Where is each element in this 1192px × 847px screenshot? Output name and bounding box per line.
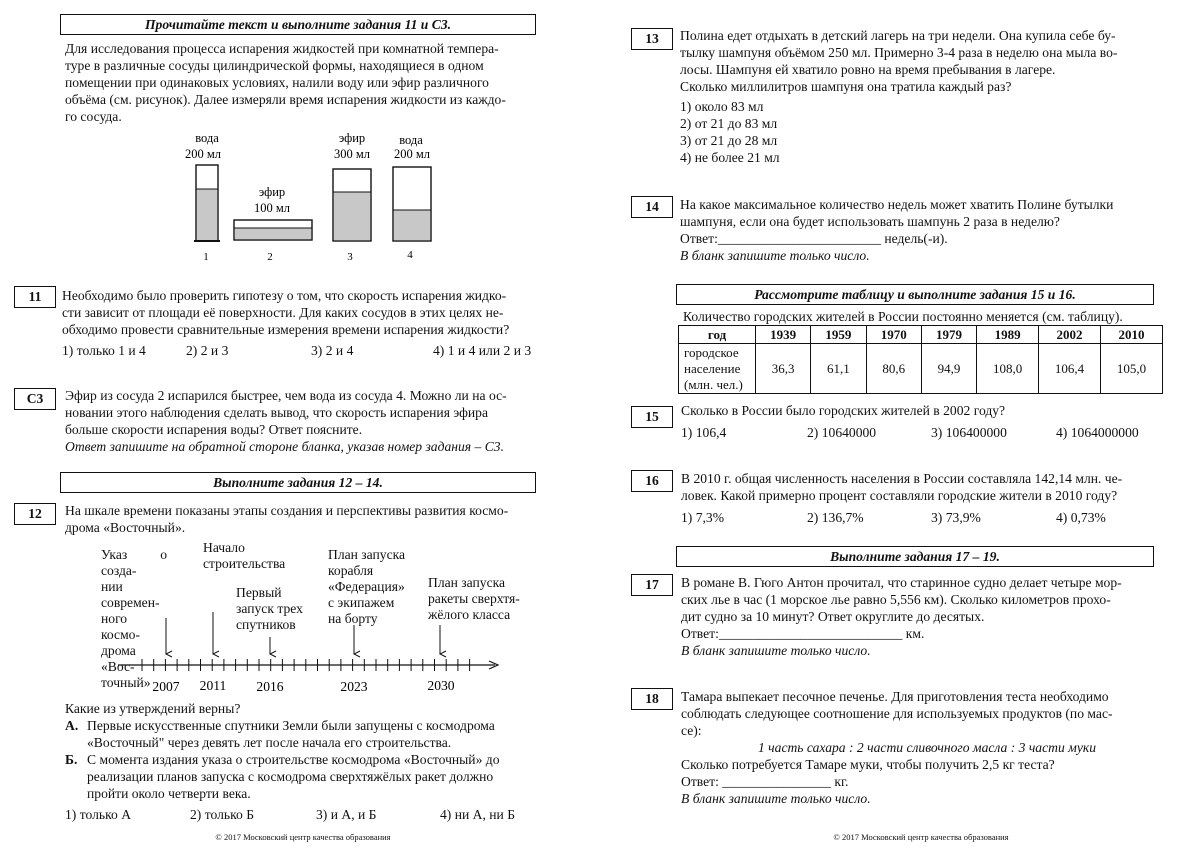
statement-a-text: Первые искусственные спутники Земли были запущены с космодрома «Восточный" через девять лет после начала его строительства. [87, 718, 495, 750]
task-number-18: 18 [631, 688, 673, 710]
timeline-year-2023: 2023 [340, 679, 368, 694]
task-11-option-2[interactable]: 2) 2 и 3 [186, 343, 229, 358]
task-15-option-1[interactable]: 1) 106,4 [681, 425, 727, 440]
vessel-2 [234, 220, 312, 240]
statement-b-label: Б. [65, 752, 78, 767]
task-11-option-4[interactable]: 4) 1 и 4 или 2 и 3 [433, 343, 532, 358]
table-caption: Количество городских жителей в России постоянно меняется (см. таблицу). [683, 309, 1123, 324]
table-header-row: год 1939 1959 1970 1979 1989 2002 2010 [679, 326, 1163, 344]
task-number-14: 14 [631, 196, 673, 218]
timeline-scale [110, 610, 510, 696]
task-18-answer[interactable]: Ответ: ________________ кг. [681, 774, 849, 789]
task-12-question: Какие из утверждений верны? [65, 701, 241, 716]
task-14-answer[interactable]: Ответ:________________________ недель(-и). [680, 231, 948, 246]
right-footer: © 2017 Московский центр качества образования [833, 832, 1009, 842]
task-12-option-1[interactable]: 1) только А [65, 807, 132, 822]
task-15-option-4[interactable]: 4) 1064000000 [1056, 425, 1139, 440]
statement-b-text: С момента издания указа о строительстве космодрома «Восточный» до реализации планов запуска с космодрома сверхтяжёлых ракет должно пройти около четверти века. [87, 752, 500, 801]
task-18-ratio: 1 часть сахара : 2 части сливочного масла : 3 части муки [757, 740, 1097, 755]
task-number-15: 15 [631, 406, 673, 428]
timeline-event-construction: Начало строительства [203, 540, 286, 571]
task-13-options [680, 98, 780, 166]
vessel-2-label: 2 [267, 251, 273, 263]
task-11-option-3[interactable]: 3) 2 и 4 [311, 343, 354, 358]
vessel-2-name: эфир [258, 185, 286, 199]
intro-text: Для исследования процесса испарения жидкостей при комнатной темпера- туре в различные сосуды цилиндрической формы, находящиеся в одном помещении при одинаковых условиях, налили воду или эфир различного объёма (см. рисунок). Далее измеряли время испарения жидкости из каждо- го сосуда. [65, 41, 506, 124]
timeline-year-2030: 2030 [427, 678, 455, 693]
vessel-3-label: 3 [347, 251, 353, 263]
table-row: городское население (млн. чел.) 36,3 61,1 80,6 94,9 108,0 106,4 105,0 [679, 344, 1163, 394]
vessel-1-name: вода [195, 131, 219, 145]
task-13-option-4[interactable]: 4) не более 21 мл [680, 150, 780, 165]
task-18-text: Тамара выпекает песочное печенье. Для приготовления теста необходимо соблюдать следующее соотношение для используемых продуктов (по мас- се): 1 часть сахара : 2 части сливочного масла : 3 части муки Сколько потребуется Тамаре муки, чтобы получить 2,5 кг теста? Ответ: ________________ кг. В бланк запишите только число. [681, 688, 1161, 807]
task-15-option-2[interactable]: 2) 10640000 [807, 425, 877, 440]
task-number-17: 17 [631, 574, 673, 596]
task-15-text: Сколько в России было городских жителей в 2002 году? [681, 403, 1006, 418]
vessel-3-name: эфир [338, 131, 366, 145]
task-number-12: 12 [14, 503, 56, 525]
task-13-text: Полина едет отдыхать в детский лагерь на три недели. Она купила себе бу- тылку шампуня объёмом 250 мл. Примерно 3-4 раза в неделю она мыла во- лосы. Шампуня ей хватило ровно на время пребывания в лагере. Сколько миллилитров шампуня она тратила каждый раз? [680, 28, 1118, 94]
timeline-event-heavy-rocket: План запуска ракеты сверхтя- жёлого класса [428, 575, 520, 622]
vessel-4-volume: 200 мл [393, 147, 431, 161]
task-16-option-2[interactable]: 2) 136,7% [807, 510, 864, 525]
task-11-option-1[interactable]: 1) только 1 и 4 [62, 343, 146, 358]
timeline-event-first-launch: Первый запуск трех спутников [236, 585, 303, 632]
task-12-option-3[interactable]: 3) и А, и Б [316, 807, 377, 822]
task-c3-text: Эфир из сосуда 2 испарился быстрее, чем вода из сосуда 4. Можно ли на ос- новании этого наблюдения сделать вывод, что скорость испарения эфира больше скорости испарения воды? Ответ поясните. Ответ запишите на обратной стороне бланка, указав номер задания – С3. [65, 387, 543, 455]
task-13-option-1[interactable]: 1) около 83 мл [680, 99, 764, 114]
task-number-13: 13 [631, 28, 673, 50]
task-14-note: В бланк запишите только число. [680, 248, 870, 263]
task-c3-note: Ответ запишите на обратной стороне бланка, указав номер задания – С3. [65, 439, 504, 454]
vessel-3-volume: 300 мл [333, 147, 371, 161]
task-number-11: 11 [14, 286, 56, 308]
task-16-option-4[interactable]: 4) 0,73% [1056, 510, 1106, 525]
timeline-year-2016: 2016 [256, 679, 284, 694]
vessel-2-volume: 100 мл [253, 201, 291, 215]
timeline-year-2007: 2007 [152, 679, 180, 694]
section-header-17-19: Выполните задания 17 – 19. [676, 546, 1154, 567]
task-16-option-3[interactable]: 3) 73,9% [931, 510, 981, 525]
vessel-4-name: вода [399, 133, 423, 147]
vessel-1-label: 1 [203, 251, 209, 263]
task-11-text: Необходимо было проверить гипотезу о том, что скорость испарения жидко- сти зависит от площади её поверхности. Для каких сосудов в этих целях не- обходимо провести сравнительные измерения времени испарения жидкости? [62, 288, 510, 337]
vessel-4 [393, 167, 431, 241]
vessel-1 [194, 165, 220, 241]
vessels-figure [170, 128, 450, 268]
task-13-option-3[interactable]: 3) от 21 до 28 мл [680, 133, 778, 148]
task-17-note: В бланк запишите только число. [681, 643, 871, 658]
task-18-note: В бланк запишите только число. [681, 791, 871, 806]
vessel-4-label: 4 [407, 249, 413, 261]
task-13-option-2[interactable]: 2) от 21 до 83 мл [680, 116, 778, 131]
task-14-text: На какое максимальное количество недель может хватить Полине бутылки шампуня, если она будет использовать шампунь 2 раза в неделю? Ответ:________________________ недель(-и). В бланк запишите только число. [680, 196, 1161, 264]
task-16-option-1[interactable]: 1) 7,3% [681, 510, 725, 525]
vessel-1-volume: 200 мл [184, 147, 222, 161]
task-number-c3: С3 [14, 388, 56, 410]
section-header-15-16: Рассмотрите таблицу и выполните задания 15 и 16. [676, 284, 1154, 305]
section-header-11-c3: Прочитайте текст и выполните задания 11 и С3. [60, 14, 536, 35]
timeline-event-decree: Указ о созда- нии современ- ного космо- дрома «Вос- точный» [101, 547, 167, 690]
task-12-text: На шкале времени показаны этапы создания и перспективы развития космо- дрома «Восточный». [65, 503, 509, 535]
statement-a-label: А. [65, 718, 79, 733]
vessel-3 [333, 169, 371, 241]
task-12-option-4[interactable]: 4) ни А, ни Б [440, 807, 516, 822]
section-header-12-14: Выполните задания 12 – 14. [60, 472, 536, 493]
left-footer: © 2017 Московский центр качества образования [215, 832, 391, 842]
task-15-option-3[interactable]: 3) 106400000 [931, 425, 1007, 440]
timeline-event-federation: План запуска корабля «Федерация» с экипажем на борту [328, 547, 406, 626]
task-number-16: 16 [631, 470, 673, 492]
population-table [678, 325, 1163, 394]
timeline-year-2011: 2011 [199, 678, 227, 693]
task-12-option-2[interactable]: 2) только Б [190, 807, 254, 822]
task-16-text: В 2010 г. общая численность населения в России составляла 142,14 млн. че- ловек. Какой примерно процент составляли городские жители в 2010 году? [681, 471, 1123, 503]
task-17-text: В романе В. Гюго Антон прочитал, что старинное судно делает четыре мор- ских лье в час (1 морское лье равно 5,556 км). Сколько километров прохо- дит судно за 10 минут? Ответ округлите до десятых. Ответ:___________________________ км. В бланк запишите только число. [681, 574, 1161, 659]
task-17-answer[interactable]: Ответ:___________________________ км. [681, 626, 925, 641]
